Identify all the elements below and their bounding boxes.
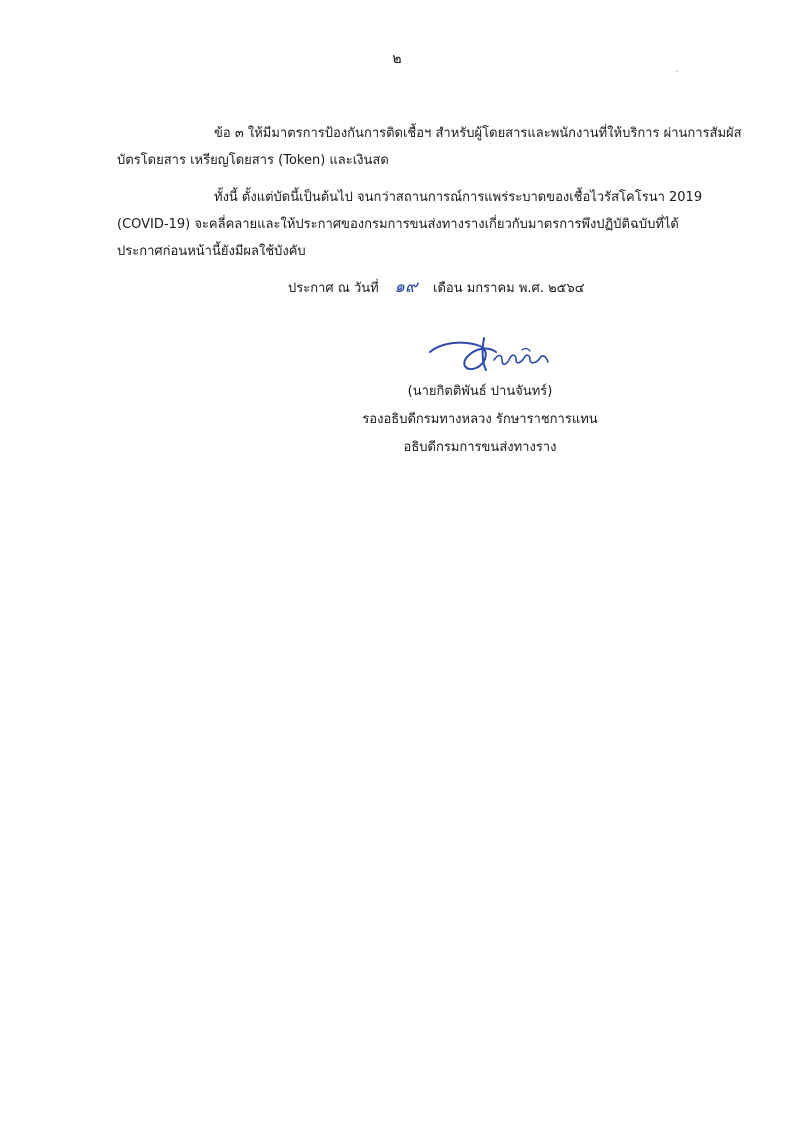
paragraph-2-line-3: ประกาศก่อนหน้านี้ยังมีผลใช้บังคับ <box>117 244 306 259</box>
signer-name: (นายกิตติพันธ์ ปานจันทร์) <box>407 384 553 399</box>
paragraph-1-line-2: บัตรโดยสาร เหรียญโดยสาร (Token) และเงินสด <box>117 153 389 168</box>
paragraph-2-line-2: (COVID-19) จะคลี่คลายและให้ประกาศของกรมการขนส่งทางรางเกี่ยวกับมาตรการพึงปฏิบัติฉบับที่ได้ <box>117 217 679 232</box>
paragraph-1-line-1: ข้อ ๓ ให้มีมาตรการป้องกันการติดเชื้อฯ สำหรับผู้โดยสารและพนักงานที่ให้บริการ ผ่านการสัมผัส <box>214 126 742 141</box>
proclamation-suffix: เดือน มกราคม พ.ศ. ๒๕๖๔ <box>433 281 585 296</box>
signer-position-line-2: อธิบดีกรมการขนส่งทางราง <box>403 440 557 455</box>
signer-position-line-1: รองอธิบดีกรมทางหลวง รักษาราชการแทน <box>362 412 598 427</box>
handwritten-day: ๑๙ <box>394 277 418 297</box>
proclamation-prefix: ประกาศ ณ วันที่ <box>288 281 379 296</box>
paragraph-2-line-1: ทั้งนี้ ตั้งแต่บัดนี้เป็นต้นไป จนกว่าสถานการณ์การแพร่ระบาดของเชื้อไวรัสโคโรนา 2019 <box>214 190 703 205</box>
page-number: ๒ <box>392 51 402 67</box>
proclamation-date-line <box>288 276 585 300</box>
scan-speck <box>676 70 678 72</box>
handwritten-signature <box>424 334 564 384</box>
